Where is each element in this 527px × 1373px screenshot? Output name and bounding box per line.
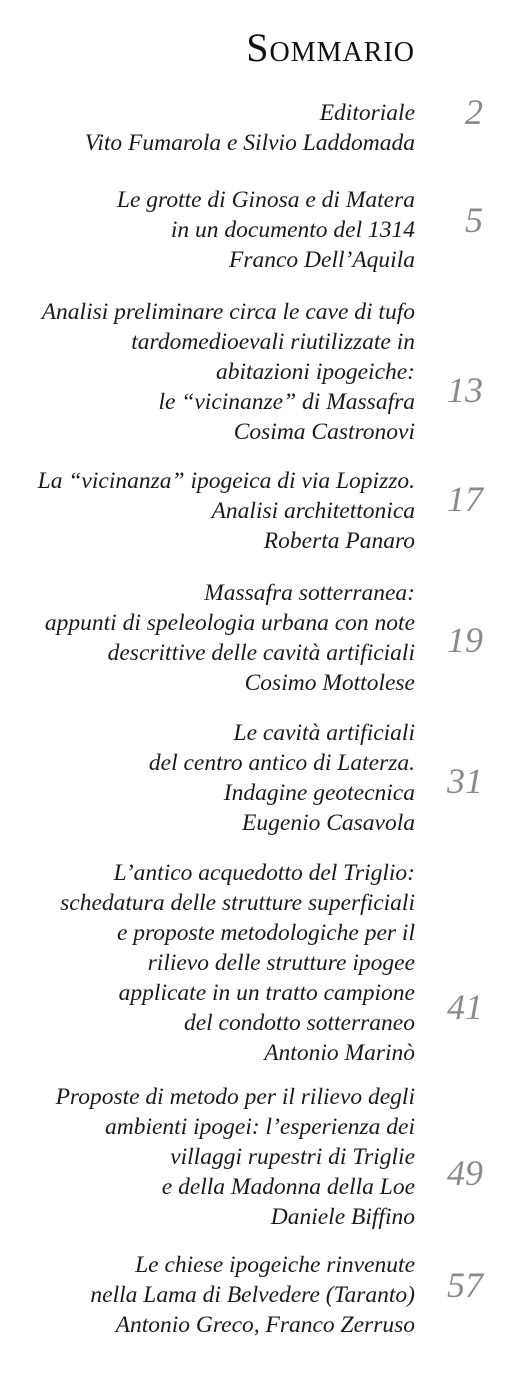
entry-author: Cosima Castronovi bbox=[233, 419, 415, 445]
entry-author: Eugenio Casavola bbox=[242, 810, 415, 836]
entry-title-line: Le cavità artificiali bbox=[233, 720, 415, 746]
page-number[interactable]: 31 bbox=[447, 761, 483, 801]
entry-title-line: le “vicinanze” di Massafra bbox=[158, 389, 415, 415]
entry-author: Antonio Marinò bbox=[264, 1040, 415, 1066]
entry-title-line: del centro antico di Laterza. bbox=[148, 750, 415, 776]
entry-author: Franco Dell’Aquila bbox=[228, 247, 415, 273]
page-title: Sommario bbox=[246, 25, 415, 70]
entry-title-line: del condotto sotterraneo bbox=[183, 1010, 415, 1036]
entry-title-line: applicate in un tratto campione bbox=[118, 980, 415, 1006]
page-number[interactable]: 49 bbox=[447, 1153, 483, 1193]
page-number[interactable]: 41 bbox=[447, 987, 483, 1027]
entry-title-line: Analisi architettonica bbox=[211, 498, 415, 524]
toc-entry-cavita-laterza[interactable] bbox=[5, 718, 415, 838]
page-number[interactable]: 13 bbox=[447, 370, 483, 410]
page-number[interactable]: 17 bbox=[447, 479, 483, 519]
entry-title-line: Editoriale bbox=[319, 100, 415, 126]
toc-entry-chiese-ipogeiche[interactable] bbox=[5, 1250, 415, 1340]
entry-author: Roberta Panaro bbox=[263, 528, 415, 554]
toc-entry-villaggi-rupestri[interactable] bbox=[5, 1082, 415, 1232]
entry-title-line: rilievo delle strutture ipogee bbox=[147, 950, 415, 976]
entry-title-line: abitazioni ipogeiche: bbox=[215, 359, 415, 385]
entry-title-line: in un documento del 1314 bbox=[170, 217, 415, 243]
entry-title-line: Massafra sotterranea: bbox=[204, 580, 415, 606]
entry-title-line: L’antico acquedotto del Triglio: bbox=[113, 860, 415, 886]
entry-title-line: descrittive delle cavità artificiali bbox=[107, 640, 415, 666]
entry-title-line: e della Madonna della Loe bbox=[161, 1174, 415, 1200]
page-number[interactable]: 19 bbox=[447, 620, 483, 660]
toc-entry-cave-tufo[interactable] bbox=[5, 297, 415, 447]
entry-author: Antonio Greco, Franco Zerruso bbox=[115, 1312, 415, 1338]
entry-title-line: Indagine geotecnica bbox=[223, 780, 415, 806]
toc-entry-via-lopizzo[interactable] bbox=[5, 466, 415, 556]
page-number[interactable]: 57 bbox=[447, 1265, 483, 1305]
entry-title-line: tardomedioevali riutilizzate in bbox=[131, 329, 415, 355]
toc-entry-grotte-ginosa[interactable] bbox=[5, 185, 415, 275]
entry-author: Daniele Biffino bbox=[270, 1204, 415, 1230]
entry-title-line: nella Lama di Belvedere (Taranto) bbox=[90, 1282, 415, 1308]
entry-title-line: e proposte metodologiche per il bbox=[116, 920, 415, 946]
entry-author: Cosimo Mottolese bbox=[244, 670, 415, 696]
entry-title-line: La “vicinanza” ipogeica di via Lopizzo. bbox=[37, 468, 415, 494]
page-number[interactable]: 2 bbox=[465, 92, 483, 132]
toc-entry-editoriale[interactable] bbox=[5, 98, 415, 158]
entry-title-line: appunti di speleologia urbana con note bbox=[44, 610, 415, 636]
entry-author: Vito Fumarola e Silvio Laddomada bbox=[84, 130, 415, 156]
toc-entry-acquedotto-triglio[interactable] bbox=[5, 858, 415, 1068]
toc-entry-massafra-sotterranea[interactable] bbox=[5, 578, 415, 698]
entry-title-line: schedatura delle strutture superficiali bbox=[60, 890, 415, 916]
entry-title-line: Le grotte di Ginosa e di Matera bbox=[116, 187, 415, 213]
entry-title-line: villaggi rupestri di Triglie bbox=[170, 1144, 415, 1170]
entry-title-line: Proposte di metodo per il rilievo degli bbox=[55, 1084, 415, 1110]
entry-title-line: Le chiese ipogeiche rinvenute bbox=[135, 1252, 415, 1278]
entry-title-line: ambienti ipogei: l’esperienza dei bbox=[105, 1114, 415, 1140]
entry-title-line: Analisi preliminare circa le cave di tufo bbox=[41, 299, 415, 325]
page-number[interactable]: 5 bbox=[465, 200, 483, 240]
